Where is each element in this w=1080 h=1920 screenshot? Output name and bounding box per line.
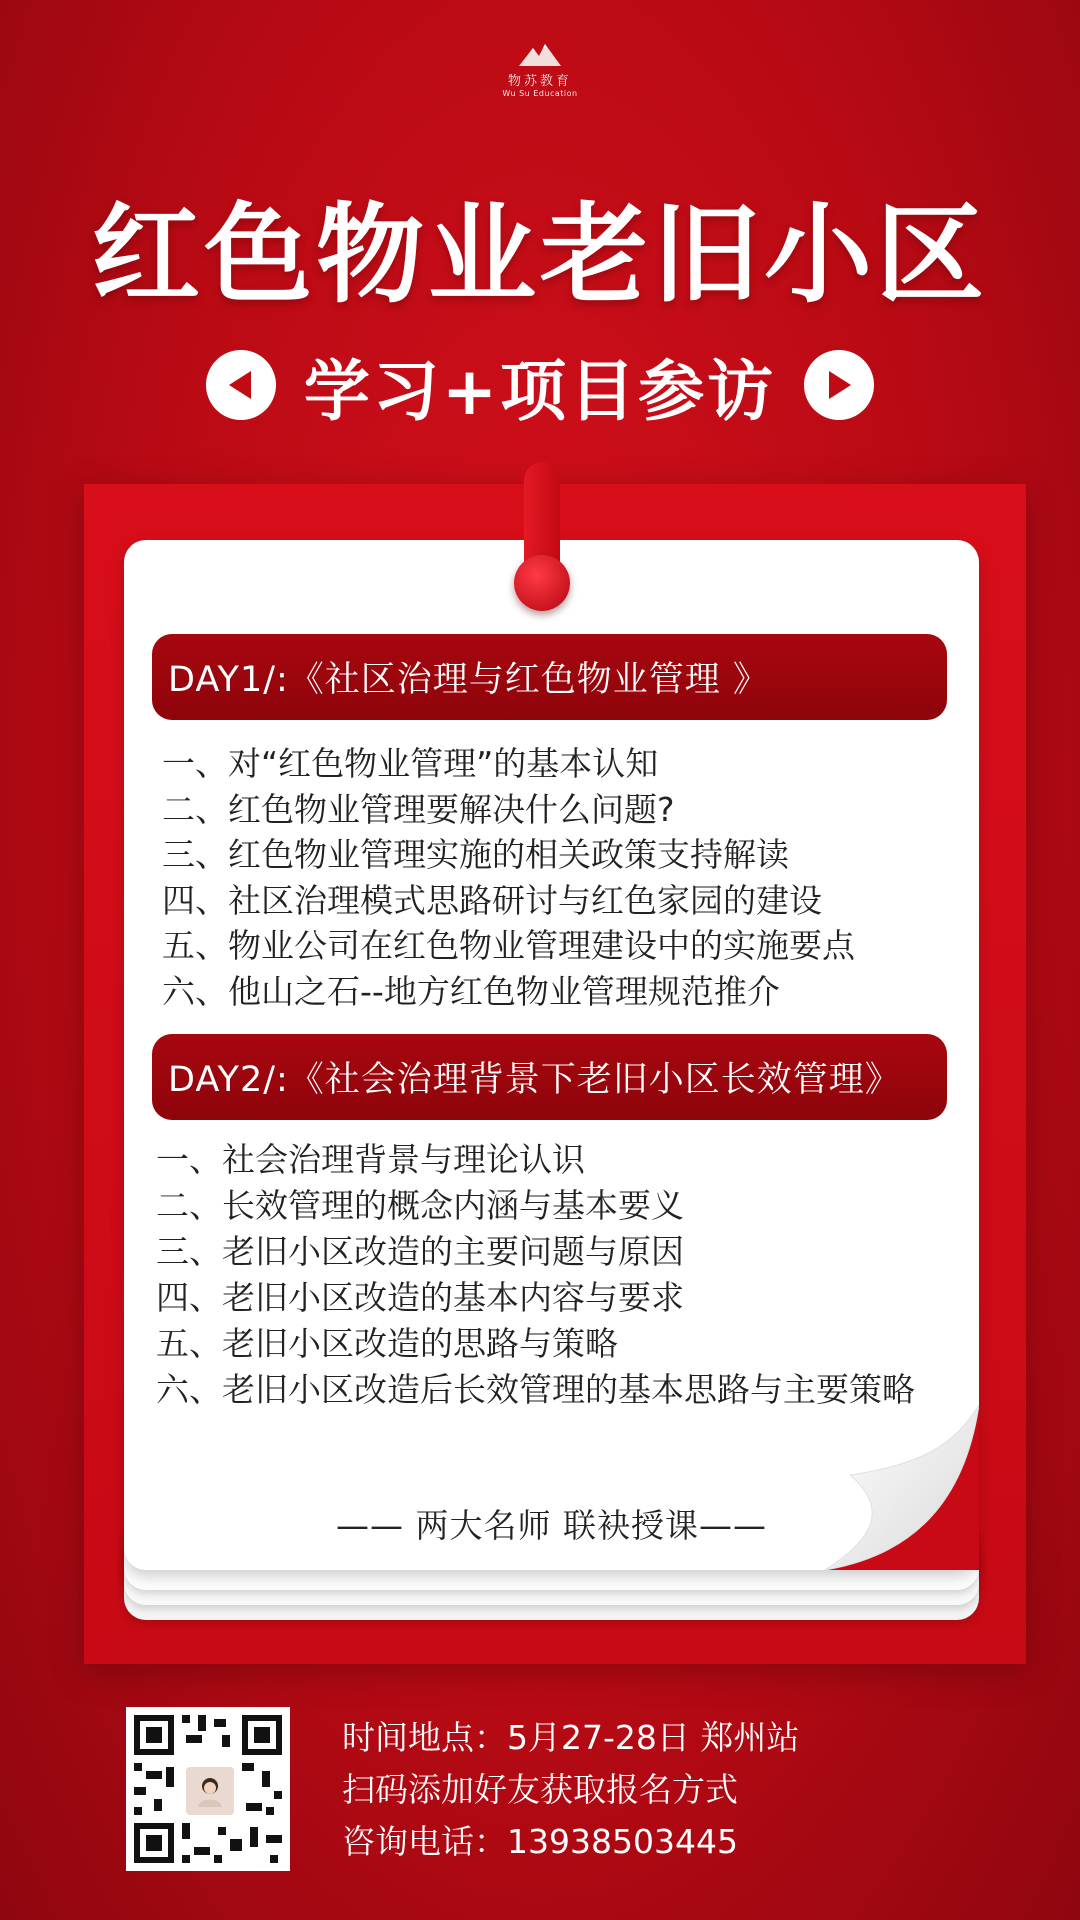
list-item: 一、对“红色物业管理”的基本认知 (162, 744, 659, 783)
scan-instruction: 扫码添加好友获取报名方式 (342, 1770, 738, 1809)
list-item: 三、红色物业管理实施的相关政策支持解读 (162, 835, 789, 874)
subtitle: 学习+项目参访 (303, 352, 777, 430)
list-item: 二、长效管理的概念内涵与基本要义 (156, 1186, 684, 1225)
list-item: 六、老旧小区改造后长效管理的基本思路与主要策略 (156, 1370, 915, 1409)
pin-icon (514, 555, 570, 611)
triangle-left-icon (221, 365, 261, 405)
day1-heading: DAY1/:《社区治理与红色物业管理 》 (152, 634, 947, 720)
day2-list (156, 1137, 976, 1413)
day2-heading: DAY2/:《社会治理背景下老旧小区长效管理》 (152, 1034, 947, 1120)
list-item: 四、老旧小区改造的基本内容与要求 (156, 1278, 684, 1317)
qr-code-icon[interactable] (126, 1707, 290, 1871)
arrow-left-badge (206, 350, 276, 420)
list-item: 四、社区治理模式思路研讨与红色家园的建设 (162, 880, 822, 920)
list-item: 一、社会治理背景与理论认识 (156, 1140, 585, 1179)
brand-name-cn: 物苏教育 (507, 74, 572, 89)
day1-list (162, 741, 982, 1014)
main-title: 红色物业老旧小区 (91, 193, 988, 318)
list-item: 六、他山之石--地方红色物业管理规范推介 (162, 971, 780, 1011)
person-icon (192, 1773, 228, 1809)
brand-name-en: Wu Su Education (502, 89, 578, 98)
avatar (184, 1765, 236, 1817)
list-item: 二、红色物业管理要解决什么问题? (162, 789, 675, 829)
list-item: 五、老旧小区改造的思路与策略 (156, 1324, 618, 1363)
event-info (342, 1712, 799, 1868)
time-place: 时间地点：5月27-28日 郑州站 (342, 1718, 800, 1757)
subtitle-row (0, 345, 1080, 430)
arrow-right-badge (804, 350, 874, 420)
list-item: 三、老旧小区改造的主要问题与原因 (156, 1232, 684, 1271)
brand-logo (480, 42, 600, 98)
teachers-note: —— 两大名师 联袂授课—— (336, 1506, 767, 1545)
mountain-logo-icon (517, 42, 563, 68)
phone-number[interactable]: 咨询电话：13938503445 (342, 1822, 738, 1861)
list-item: 五、物业公司在红色物业管理建设中的实施要点 (162, 926, 855, 965)
triangle-right-icon (819, 365, 859, 405)
